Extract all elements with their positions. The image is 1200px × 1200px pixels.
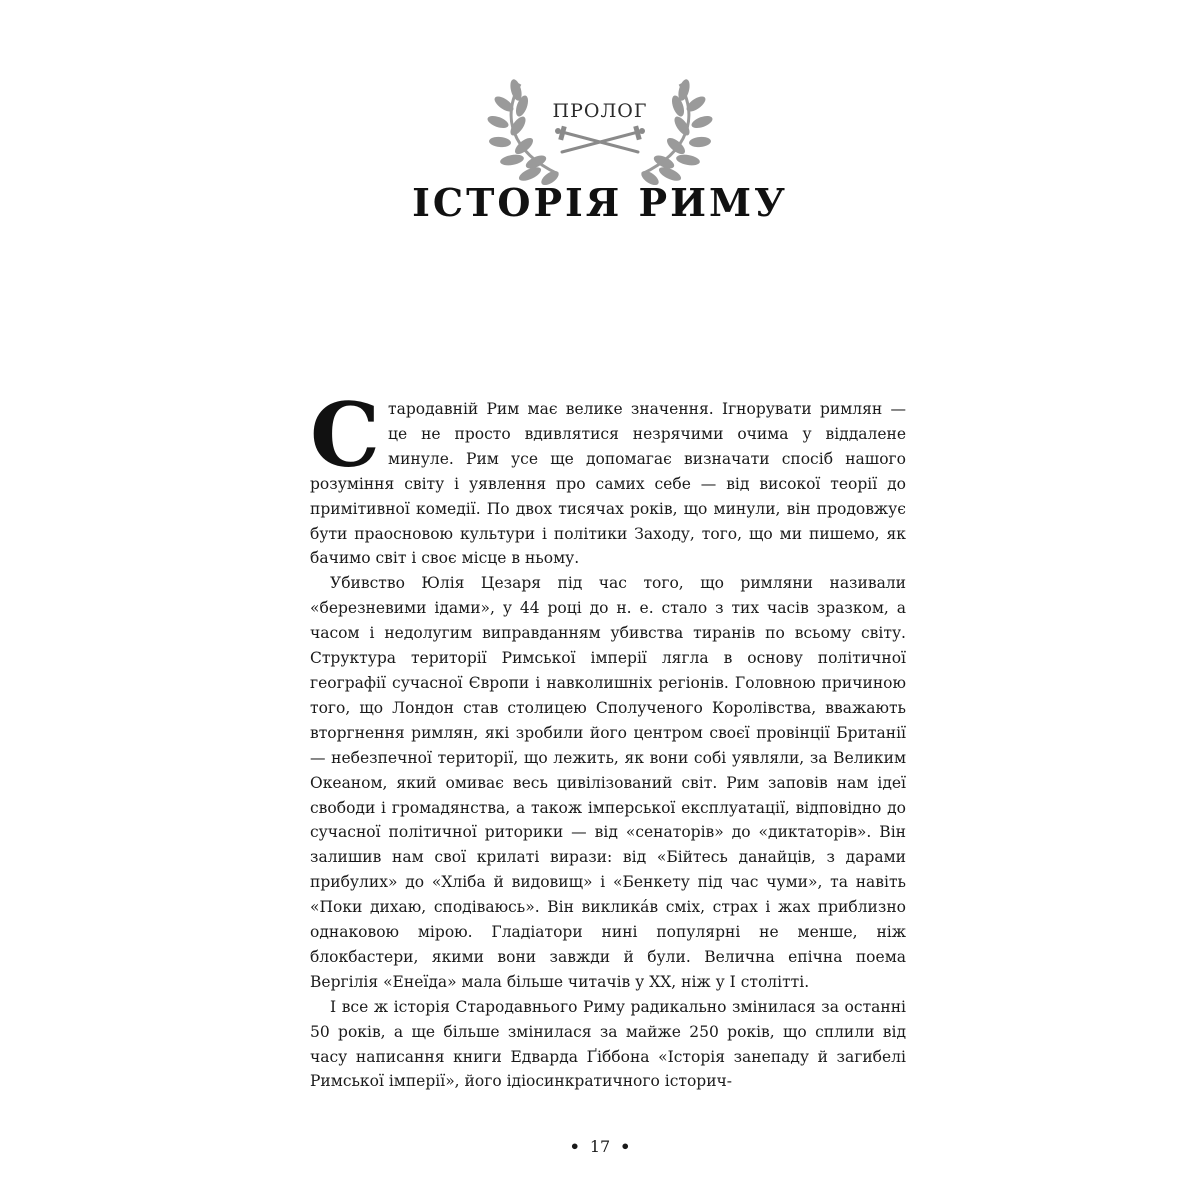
paragraph-3: І все ж історія Стародавнього Риму радикально змінилася за останні 50 років, а ще більше змінилася за майже 250 років, що сплили від часу написання книги Едварда Ґіббона «Історія занепаду й загибелі Римської імперії», його ідіосинкратичного історич- [310,997,906,1091]
paragraph-2: Убивство Юлія Цезаря під час того, що римляни називали «березневими ідами», у 44 році до н. е. стало з тих часів зразком, а часом і недолугим виправданням убивства тиранів по всьому світу. Структура території Римської імперії лягла в основу політичної географії сучасної Європи і навколишніх регіонів. Головною причиною того, що Лондон став столицею Сполученого Королівства, вважають вторгнення римлян, які зробили його центром своєї провінції Британії — небезпечної території, що лежить, як вони собі уявляли, за Великим Океаном, який омиває весь цивілізований світ. Рим заповів нам ідеї свободи і громадянства, а також імперської експлуатації, відповідно до сучасної політичної риторики — від «сенаторів» до «диктаторів». Він залишив нам свої крилаті вирази: від «Бійтесь данайців, з дарами прибулих» до «Хліба й видовищ» і «Бенкету під час чуми», та навіть «Поки дихаю, сподіваюсь». Він викликáв сміх, страх і жах приблизно однаковою мірою. Гладіатори нині популярні не менше, ніж блокбастери, якими вони завжди й були. Велична епічна поема Вергілія «Енеїда» мала більше читачів у ХХ, ніж у І столітті. [310,574,906,991]
chapter-title: ІСТОРІЯ РИМУ [412,180,788,225]
ornament-dot-right: • [620,1137,631,1156]
page-number-footer [0,1137,1200,1156]
paragraph-1-text: тародавній Рим має велике значення. Ігнорувати римлян — це не просто вдивлятися незрячими очима у віддалене минуле. Рим усе ще допомагає визначати спосіб нашого розуміння світу і уявлення про самих себе — від високої теорії до примітивної комедії. По двох тисячах років, що минули, він продовжує бути праосновою культури і політики Заходу, того, що ми пишемо, як бачимо світ і своє місце в ньому. [310,400,906,568]
body-text [310,383,906,1094]
laurel-wreath-crossed-swords-icon [480,76,720,186]
page-number: 17 [589,1137,611,1156]
ornament-dot-left: • [569,1137,580,1156]
drop-cap: С [310,383,381,487]
paragraph-1 [310,383,906,571]
section-label: ПРОЛОГ [552,100,648,122]
